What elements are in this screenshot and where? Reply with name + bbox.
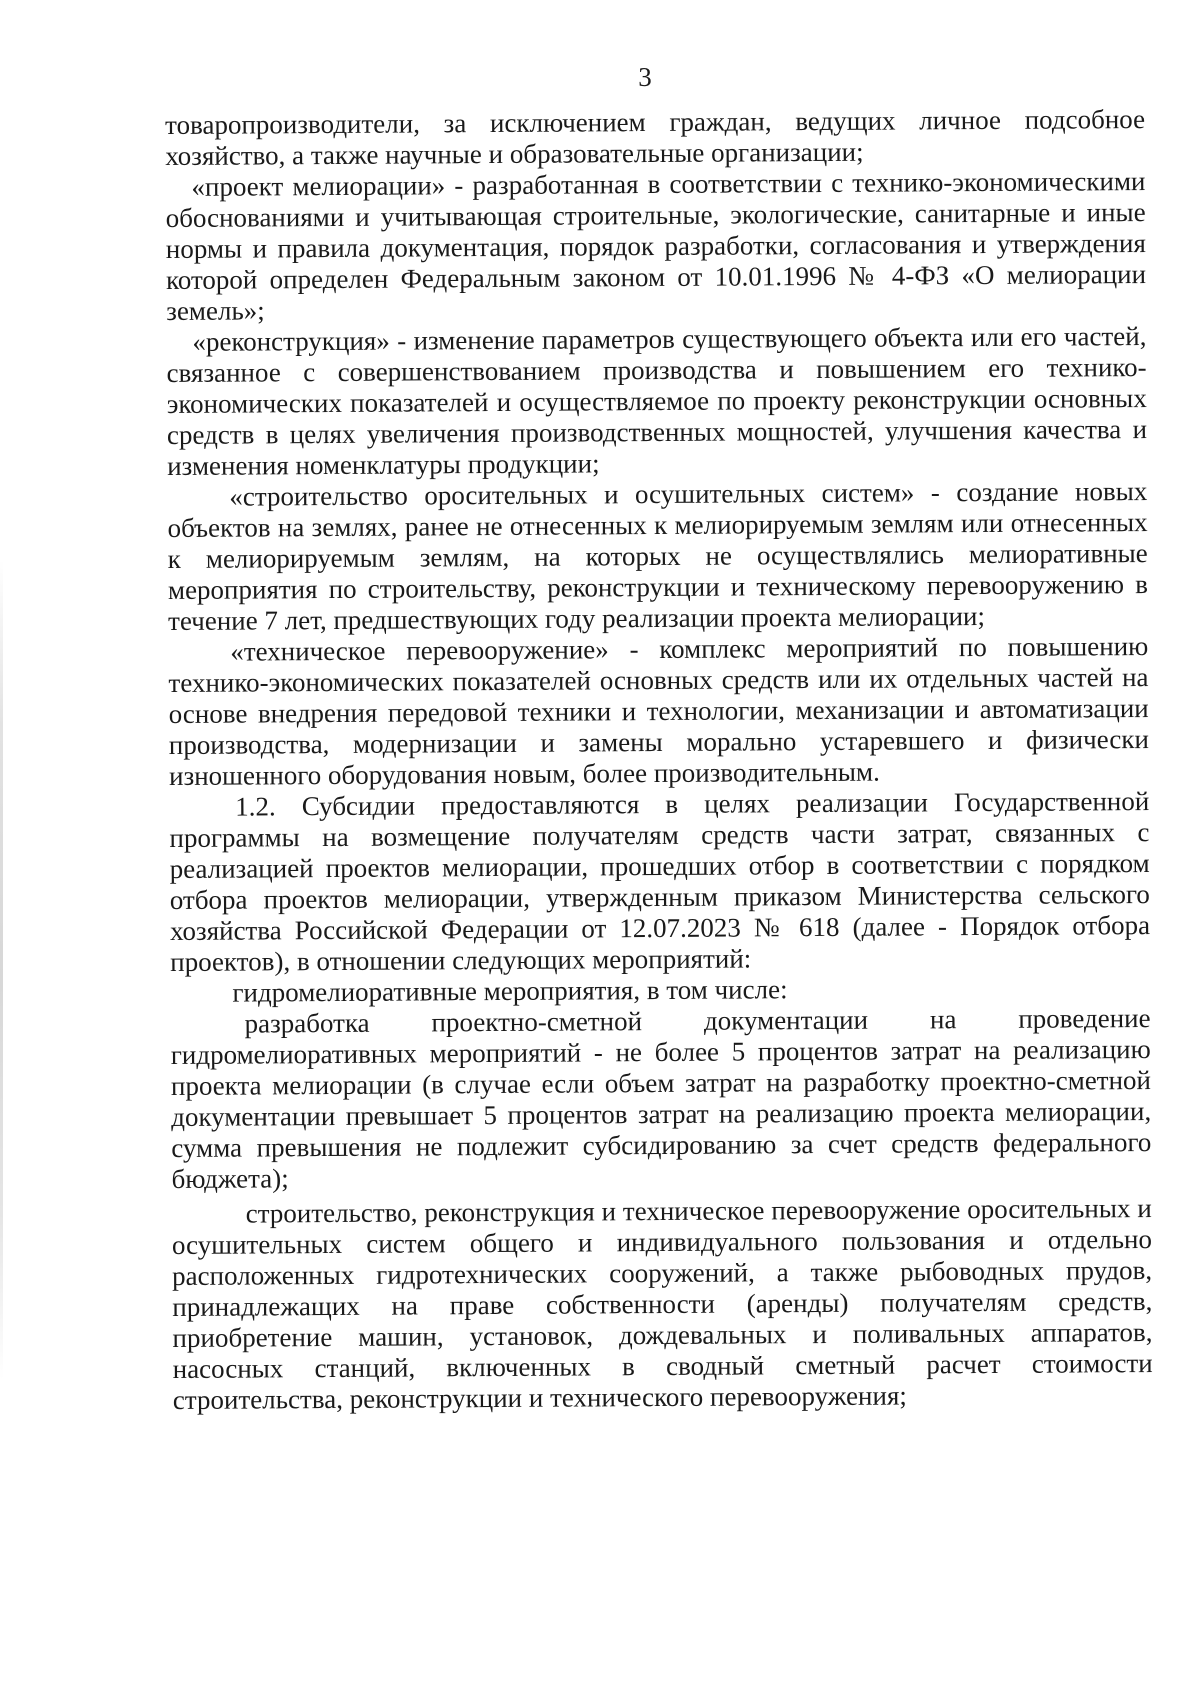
scan-edge-shadow	[0, 560, 3, 1380]
page-number: 3	[638, 62, 652, 92]
list-item-construction-reconstruction: строительство, реконструкция и техническое перевооружение оросительных и осушительных систем общего и индивидуального пользования и отдельно расположенных гидротехнических сооружений, а также рыбоводных прудов, принадлежащих на праве собственности (аренды) получателям средств, приобретение машин, установок, дождевальных и поливальных аппаратов, насосных станций, включенных в сводный сметный расчет стоимости строительства, реконструкции и технического перевооружения;	[171, 1192, 1153, 1415]
definition-construction-systems: «строительство оросительных и осушительных систем» - создание новых объектов на землях, ранее не отнесенных к мелиорируемым землям или отнесенных к мелиорируемым землям, на которых не осуществлялись мелиоративные мероприятия по строительству, реконструкции и техническому перевооружению в течение 7 лет, предшествующих году реализации проекта мелиорации;	[167, 476, 1149, 636]
list-heading-hydromelioration: гидромелиоративные мероприятия, в том числе:	[232, 974, 788, 1008]
definition-technical-reequipment: «техническое перевооружение» - комплекс мероприятий по повышению технико-экономических показателей основных средств или их отдельных частей на основе внедрения передовой техники и технологии, механизации и автоматизации производства, модернизации и замены морально устаревшего и физически изношенного оборудования новым, более производительным.	[168, 631, 1149, 791]
definition-reconstruction: «реконструкция» - изменение параметров существующего объекта или его частей, связанное с совершенствованием производства и повышением его технико-экономических показателей и осуществляемое по проекту реконструкции основных средств в целях увеличения производственных мощностей, улучшения качества и изменения номенклатуры продукции;	[166, 321, 1148, 481]
document-body	[165, 104, 1153, 1416]
definition-project-melioration: «проект мелиорации» - разработанная в соответствии с технико-экономическими обоснованиями и учитывающая строительные, экологические, санитарные и иные нормы и правила документация, порядок разработки, согласования и утверждения которой определен Федеральным законом от 10.01.1996 № 4-ФЗ «О мелиорации земель»;	[165, 166, 1147, 326]
list-item-design-documentation: разработка проектно-сметной документации на проведение гидромелиоративных мероприятий - не более 5 процентов затрат на реализацию проекта мелиорации (в случае если объем затрат на разработку проектно-сметной документации превышает 5 процентов затрат на реализацию проекта мелиорации, сумма превышения не подлежит субсидированию за счет средств федерального бюджета);	[170, 1002, 1152, 1194]
paragraph-continuation: товаропроизводители, за исключением граждан, ведущих личное подсобное хозяйство, а также научные и образовательные организации;	[165, 104, 1146, 171]
clause-1-2: 1.2. Субсидии предоставляются в целях реализации Государственной программы на возмещение получателям средств части затрат, связанных с реализацией проектов мелиорации, прошедших отбор в соответствии с порядком отбора проектов мелиорации, утвержденным приказом Министерства сельского хозяйства Российской Федерации от 12.07.2023 № 618 (далее - Порядок отбора проектов), в отношении следующих мероприятий:	[169, 786, 1151, 977]
